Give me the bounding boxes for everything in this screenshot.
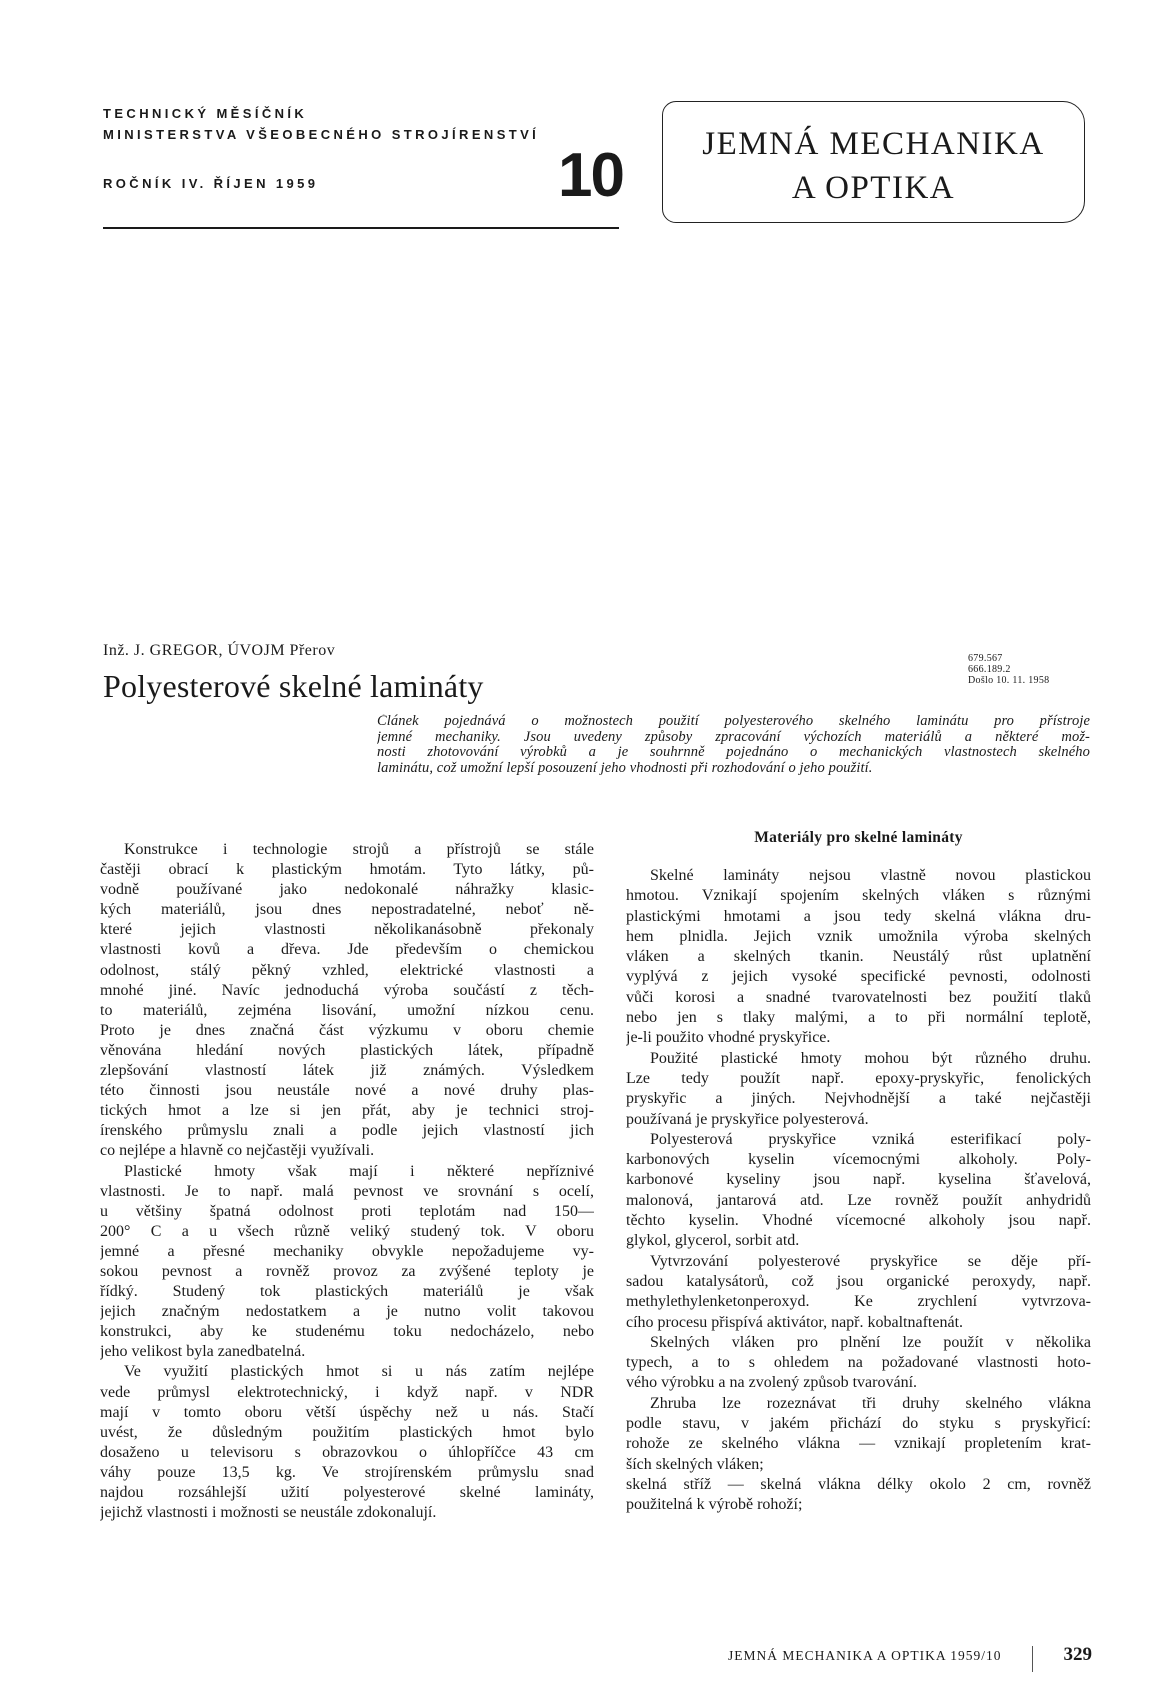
text-line: Skelné lamináty nejsou vlastně novou plastickou xyxy=(650,867,1091,884)
text-line: írenského průmyslu znali a podle jejich vlastností jich xyxy=(100,1122,594,1140)
text-line: vůči korosi a snadné tvarovatelnosti bez použití tlaků xyxy=(626,988,1091,1006)
text-line: malonová, jantarová atd. Lze rovněž použít anhydridů xyxy=(626,1191,1091,1209)
abstract-line: laminátu, což umožní lepší posouzení jeho vhodnosti při rozhodování o jeho použití. xyxy=(377,761,873,777)
text-line: co nejlépe a hlavně co nejčastěji využívali. xyxy=(100,1142,375,1160)
text-line: vodně používané jako nedokonalé náhražky klasic- xyxy=(100,881,594,899)
text-line: častěji obrací k plastickým hmotám. Tyto látky, pů- xyxy=(100,861,594,879)
text-line: najdou rozsáhlejší užití polyesterové skelné lamináty, xyxy=(100,1484,594,1501)
body-column-right xyxy=(626,818,1091,1516)
masthead-publisher-line-1: TECHNICKÝ MĚSÍČNÍK xyxy=(103,106,308,121)
text-line: konstrukci, aby ke studenému toku nedocházelo, nebo xyxy=(100,1323,594,1341)
masthead-issue-row xyxy=(103,141,623,210)
text-line: sokou pevnost a rovněž provoz za zvýšené teploty je xyxy=(100,1262,594,1280)
masthead-rule xyxy=(103,227,619,229)
text-line: rohože ze skelného vlákna — vznikají propletením krat- xyxy=(626,1435,1091,1453)
text-line: vede průmysl elektrotechnický, i když např. v NDR xyxy=(100,1383,594,1401)
received-date: Došlo 10. 11. 1958 xyxy=(968,675,1050,686)
text-line: uvést, že důsledným použitím plastických hmot bylo xyxy=(100,1423,594,1441)
masthead-publisher-line-2: MINISTERSTVA VŠEOBECNÉHO STROJÍRENSTVÍ xyxy=(103,127,540,142)
text-line: vého výrobku a na zvolený způsob tvarování. xyxy=(626,1374,918,1392)
text-line: hem plnidla. Jejich vznik umožnila výroba skelných xyxy=(626,927,1091,945)
article-title: Polyesterové skelné lamináty xyxy=(103,668,484,704)
classification-block xyxy=(968,653,1049,686)
abstract-line: Článek pojednává o možnostech použití polyesterového skelného laminátu pro přístroje xyxy=(377,714,1090,729)
text-line: zlepšování vlastností látek již známých. Výsledkem xyxy=(100,1062,594,1080)
classification-code: 666.189.2 xyxy=(968,664,1011,675)
section-heading: Materiály pro skelné lamináty xyxy=(754,829,963,846)
classification-code: 679.567 xyxy=(968,653,1003,664)
text-line: vláken a skelných tkanin. Neustálý růst uplatnění xyxy=(626,948,1091,966)
text-line: podle stavu, v jakém přichází do styku s pryskyřicí: xyxy=(626,1415,1091,1433)
text-line: to materiálů, zejména lisování, umožní nízkou cenu. xyxy=(100,1001,594,1019)
text-line: 200° C a u všech různě veliký studený tok. V oboru xyxy=(100,1222,594,1240)
text-line: Skelných vláken pro plnění lze použít v několika xyxy=(650,1333,1091,1351)
text-line: je-li použito vhodné pryskyřice. xyxy=(626,1029,831,1047)
text-line: cího procesu přispívá aktivátor, např. kobaltnaftenát. xyxy=(626,1313,964,1331)
text-line: vlastnosti. Je to např. malá pevnost ve srovnání s ocelí, xyxy=(100,1182,594,1200)
page-footer xyxy=(728,1646,1092,1668)
abstract-line: jemné mechaniky. Jsou uvedeny způsoby zpracování výchozích materiálů a některé mož- xyxy=(377,729,1090,745)
text-line: věnována hledání nových plastických látek, případně xyxy=(100,1041,594,1059)
text-line: jejich značným nedostatkem a je nutno volit takovou xyxy=(100,1303,594,1321)
text-line: váhy pouze 13,5 kg. Ve strojírenském průmyslu snad xyxy=(100,1463,594,1481)
issue-number: 10 xyxy=(558,141,623,210)
abstract-line: nosti zhotovování výrobků a je souhrnně pojednáno o mechanických vlastnostech skelného xyxy=(377,745,1090,761)
text-line: dosaženo u televisoru s obrazovkou o úhlopříčce 43 cm xyxy=(100,1443,594,1461)
text-line: methylethylenketonperoxyd. Ke zrychlení vytvrzova- xyxy=(626,1293,1091,1311)
text-line: Lze tedy použít např. epoxy-pryskyřic, fenolických xyxy=(626,1069,1091,1087)
text-line: Použité plastické hmoty mohou být různého druhu. xyxy=(650,1049,1091,1067)
journal-title-box xyxy=(662,101,1085,223)
text-line: Plastické hmoty však mají i některé nepříznivé xyxy=(124,1162,594,1180)
masthead xyxy=(103,103,623,210)
text-line: nebo jen s tlaky malými, a to při normální teplotě, xyxy=(626,1009,1091,1027)
journal-title-line-1: JEMNÁ MECHANIKA xyxy=(702,126,1045,162)
text-line: používaná je pryskyřice polyesterová. xyxy=(626,1110,869,1128)
text-line: kých materiálů, jsou dnes nepostradatelné, neboť ně- xyxy=(100,901,594,919)
journal-title-line-2: A OPTIKA xyxy=(791,170,956,206)
heading-gap xyxy=(626,858,1091,866)
text-line: plastickými hmotami a jsou tedy skelná vlákna dru- xyxy=(626,907,1091,925)
text-line: těchto kyselin. Vhodné vícemocné alkoholy jsou např. xyxy=(626,1212,1091,1230)
text-line: mnohé jiné. Navíc jednoduchá výroba součástí z těch- xyxy=(100,981,594,999)
text-line: ších skelných vláken; xyxy=(626,1455,764,1473)
text-line: Konstrukce i technologie strojů a přístrojů se stále xyxy=(124,841,594,858)
text-line: sadou katalysátorů, což jsou organické peroxydy, např. xyxy=(626,1272,1091,1290)
text-line: hmotou. Vznikají spojením skelných vláken s různými xyxy=(626,887,1091,905)
text-line: použitelná k výrobě rohoží; xyxy=(626,1496,803,1514)
footer-journal-title: JEMNÁ MECHANIKA A OPTIKA 1959/10 xyxy=(728,1648,1002,1663)
text-line: typech, a to s ohledem na požadované vlastnosti hoto- xyxy=(626,1354,1091,1372)
text-line: u většiny špatná odolnost proti teplotám nad 150— xyxy=(100,1202,594,1220)
text-line: Ve využití plastických hmot si u nás zatím nejlépe xyxy=(124,1363,594,1381)
text-line: mají v tomto oboru větší úspěchy než u nás. Stačí xyxy=(100,1403,594,1421)
text-line: odolnost, stálý pěkný vzhled, elektrické vlastnosti a xyxy=(100,961,594,979)
text-line: Zhruba lze rozeznávat tři druhy skelného vlákna xyxy=(650,1394,1091,1412)
text-line: řídký. Studený tok plastických materiálů je však xyxy=(100,1283,594,1301)
text-line: vlastnosti kovů a dřeva. Jde především o chemickou xyxy=(100,941,594,959)
text-line: Vytvrzování polyesterové pryskyřice se děje pří- xyxy=(650,1252,1091,1270)
text-line: které jejich vlastnosti několikanásobně překonaly xyxy=(100,921,594,939)
text-line: tických hmot a lze si jen přát, aby je technici stroj- xyxy=(100,1102,594,1120)
text-line: pryskyřic a jiných. Nejvhodnější a také nejčastěji xyxy=(626,1090,1091,1108)
text-line: skelná stříž — skelná vlákna délky okolo 2 cm, rovněž xyxy=(626,1475,1091,1493)
article-author: Inž. J. GREGOR, ÚVOJM Přerov xyxy=(103,642,336,659)
text-line: jemné a přesné mechaniky obvykle nepožadujeme vy- xyxy=(100,1242,594,1260)
text-line: této činnosti jsou neustále nové a nové druhy plas- xyxy=(100,1082,594,1100)
body-column-left xyxy=(100,840,594,1523)
page-number: 329 xyxy=(1063,1644,1092,1665)
text-line: glykol, glycerol, sorbit atd. xyxy=(626,1232,800,1250)
text-line: vyplývá z jejich vysoké specifické pevnosti, odolnosti xyxy=(626,968,1091,986)
text-line: karbonové kyseliny jsou např. kyselina šťavelová, xyxy=(626,1171,1091,1189)
masthead-volume-date: ROČNÍK IV. ŘÍJEN 1959 xyxy=(103,176,319,191)
footer-divider xyxy=(1032,1646,1033,1672)
text-line: jeho velikost byla zanedbatelná. xyxy=(100,1343,306,1361)
text-line: jejichž vlastnosti i možnosti se neustále zdokonalují. xyxy=(100,1504,437,1522)
text-line: Polyesterová pryskyřice vzniká esterifikací poly- xyxy=(650,1130,1091,1148)
text-line: Proto je dnes značná část výzkumu v oboru chemie xyxy=(100,1021,594,1039)
article-abstract xyxy=(377,714,1090,777)
text-line: karbonových kyselin vícemocnými alkoholy. Poly- xyxy=(626,1151,1091,1169)
